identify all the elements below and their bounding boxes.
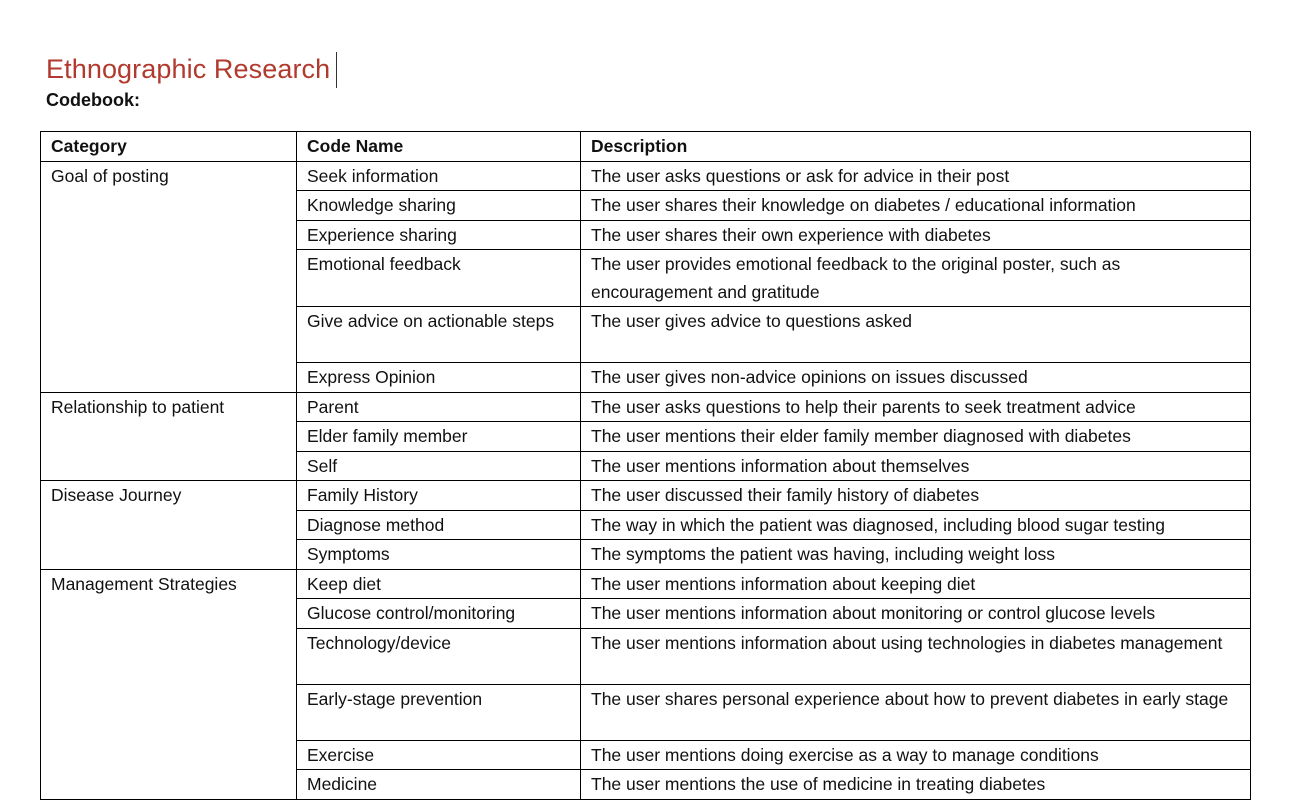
description-cell[interactable]: The user gives non-advice opinions on issues discussed	[581, 363, 1251, 393]
description-cell[interactable]: The user mentions their elder family member diagnosed with diabetes	[581, 422, 1251, 452]
code-name-cell[interactable]: Diagnose method	[297, 510, 581, 540]
description-cell[interactable]: The user mentions information about using technologies in diabetes management	[581, 628, 1251, 684]
description-cell[interactable]: The user provides emotional feedback to the original poster, such as encouragement and gratitude	[581, 250, 1251, 307]
description-cell[interactable]: The user asks questions to help their parents to seek treatment advice	[581, 392, 1251, 422]
code-name-cell[interactable]: Give advice on actionable steps	[297, 307, 581, 363]
code-name-cell[interactable]: Medicine	[297, 770, 581, 800]
code-name-cell[interactable]: Glucose control/monitoring	[297, 599, 581, 629]
description-cell[interactable]: The symptoms the patient was having, including weight loss	[581, 540, 1251, 570]
code-name-cell[interactable]: Emotional feedback	[297, 250, 581, 307]
code-name-cell[interactable]: Express Opinion	[297, 363, 581, 393]
table-row	[41, 392, 1251, 422]
table-row	[41, 481, 1251, 511]
code-name-cell[interactable]: Self	[297, 451, 581, 481]
category-cell-disease-journey[interactable]: Disease Journey	[41, 481, 297, 570]
description-cell[interactable]: The user mentions the use of medicine in treating diabetes	[581, 770, 1251, 800]
table-row	[41, 569, 1251, 599]
description-cell[interactable]: The user mentions information about themselves	[581, 451, 1251, 481]
table-row	[41, 161, 1251, 191]
code-name-cell[interactable]: Seek information	[297, 161, 581, 191]
category-cell-management-strategies[interactable]: Management Strategies	[41, 569, 297, 799]
description-cell[interactable]: The user discussed their family history of diabetes	[581, 481, 1251, 511]
description-cell[interactable]: The user gives advice to questions asked	[581, 307, 1251, 363]
code-name-cell[interactable]: Exercise	[297, 740, 581, 770]
code-name-cell[interactable]: Experience sharing	[297, 220, 581, 250]
description-cell[interactable]: The user mentions information about keeping diet	[581, 569, 1251, 599]
code-name-cell[interactable]: Family History	[297, 481, 581, 511]
code-name-cell[interactable]: Early-stage prevention	[297, 684, 581, 740]
code-name-cell[interactable]: Knowledge sharing	[297, 191, 581, 221]
title-line	[46, 50, 337, 86]
description-cell[interactable]: The user shares personal experience about how to prevent diabetes in early stage	[581, 684, 1251, 740]
codebook-heading[interactable]: Codebook:	[46, 90, 140, 110]
description-cell[interactable]: The way in which the patient was diagnosed, including blood sugar testing	[581, 510, 1251, 540]
text-cursor	[336, 52, 337, 88]
description-cell[interactable]: The user asks questions or ask for advice in their post	[581, 161, 1251, 191]
code-name-cell[interactable]: Symptoms	[297, 540, 581, 570]
table-header-row	[41, 132, 1251, 162]
description-cell[interactable]: The user mentions information about monitoring or control glucose levels	[581, 599, 1251, 629]
codebook-table	[40, 131, 1251, 800]
description-cell[interactable]: The user mentions doing exercise as a way to manage conditions	[581, 740, 1251, 770]
document-title[interactable]: Ethnographic Research	[46, 54, 331, 84]
code-name-cell[interactable]: Keep diet	[297, 569, 581, 599]
code-name-cell[interactable]: Technology/device	[297, 628, 581, 684]
category-cell-relationship-to-patient[interactable]: Relationship to patient	[41, 392, 297, 481]
header-category[interactable]: Category	[41, 132, 297, 162]
category-cell-goal-of-posting[interactable]: Goal of posting	[41, 161, 297, 392]
code-name-cell[interactable]: Parent	[297, 392, 581, 422]
description-cell[interactable]: The user shares their own experience with diabetes	[581, 220, 1251, 250]
code-name-cell[interactable]: Elder family member	[297, 422, 581, 452]
header-code-name[interactable]: Code Name	[297, 132, 581, 162]
header-description[interactable]: Description	[581, 132, 1251, 162]
description-cell[interactable]: The user shares their knowledge on diabetes / educational information	[581, 191, 1251, 221]
